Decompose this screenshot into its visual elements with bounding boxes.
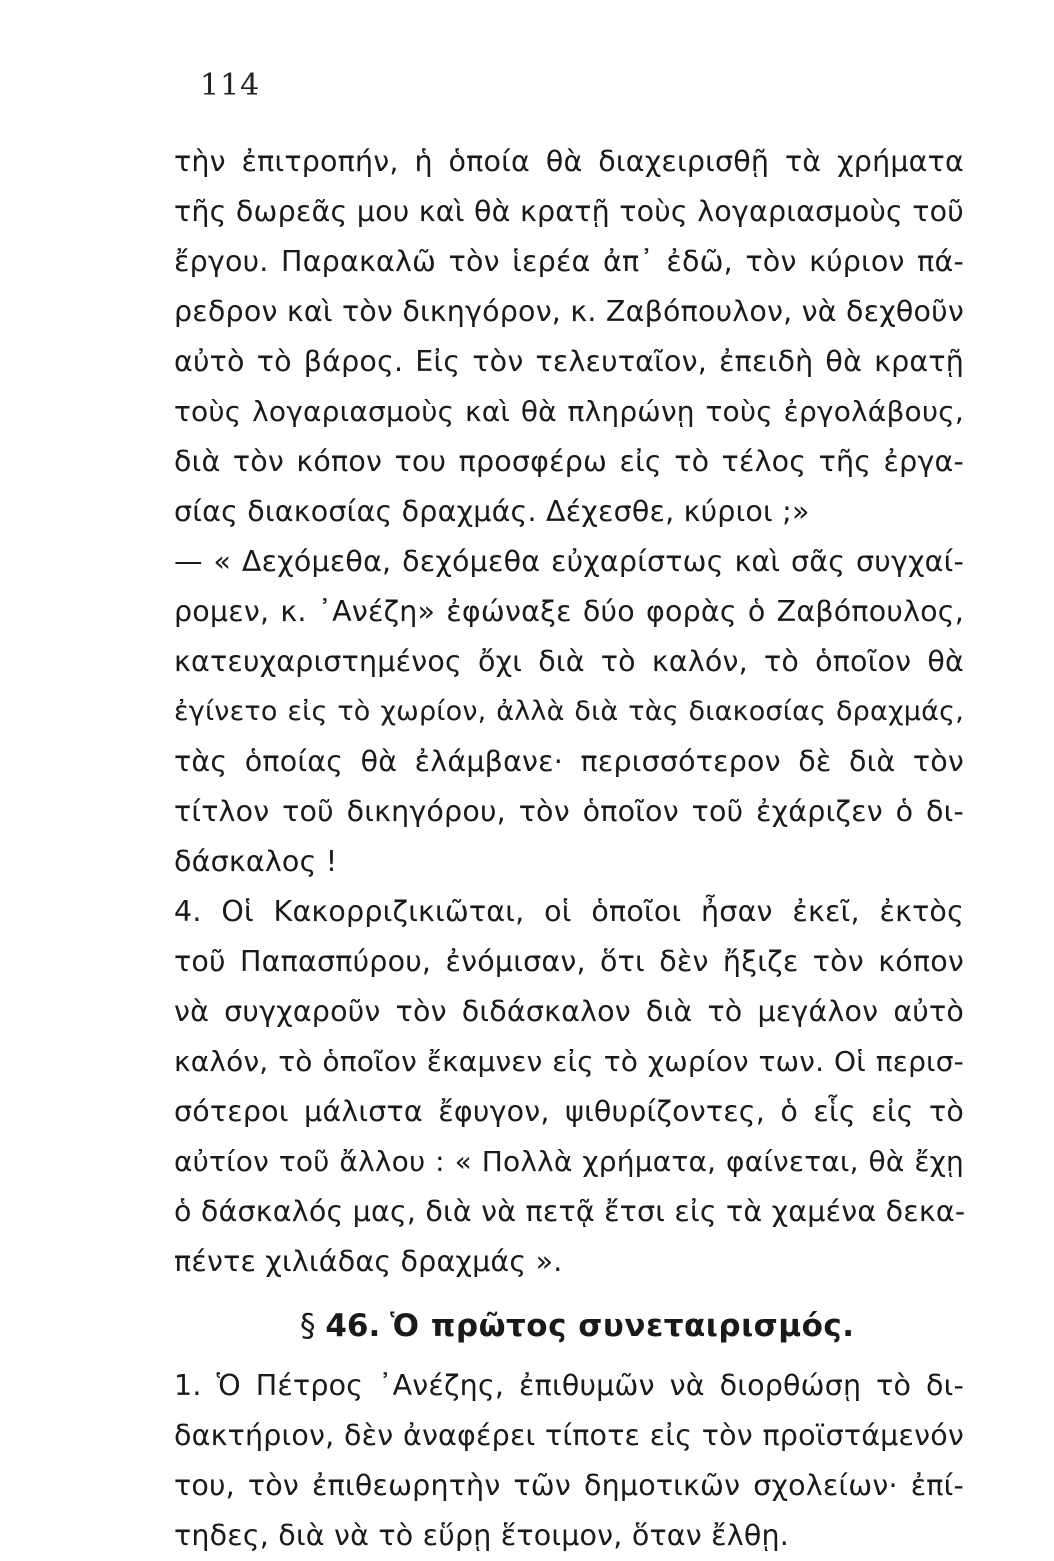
text-line: τοὺς λογαριασμοὺς καὶ θὰ πληρώνῃ τοὺς ἐργολάβους, bbox=[174, 395, 964, 428]
text-line: αὐτὸ τὸ βάρος. Εἰς τὸν τελευταῖον, ἐπειδὴ θὰ κρατῇ bbox=[174, 345, 964, 378]
text-line: τοῦ Παπασπύρου, ἐνόμισαν, ὅτι δὲν ἤξιζε τὸν κόπον bbox=[174, 945, 964, 978]
text-line: ρεδρον καὶ τὸν δικηγόρον, κ. Ζαβόπουλον, νὰ δεχθοῦν bbox=[174, 295, 964, 328]
text-line: 1. Ὁ Πέτρος ᾿Ανέζης, ἐπιθυμῶν νὰ διορθώσῃ τὸ δι- bbox=[174, 1369, 964, 1402]
page-number: 114 bbox=[200, 68, 261, 103]
text-line: 4. Οἱ Κακορριζικιῶται, οἱ ὁποῖοι ἦσαν ἐκεῖ, ἐκτὸς bbox=[174, 895, 964, 928]
section-heading bbox=[174, 1297, 964, 1355]
body-text bbox=[174, 137, 964, 1561]
text-line: τῆς δωρεᾶς μου καὶ θὰ κρατῇ τοὺς λογαριασμοὺς τοῦ bbox=[174, 195, 964, 228]
text-line: τὴν ἐπιτροπήν, ἡ ὁποία θὰ διαχειρισθῇ τὰ χρήματα bbox=[174, 145, 964, 178]
text-line: — « Δεχόμεθα, δεχόμεθα εὐχαρίστως καὶ σᾶς συγχαί- bbox=[174, 545, 964, 578]
text-line: σίας διακοσίας δραχμάς. Δέχεσθε, κύριοι ;» bbox=[174, 495, 810, 528]
text-line: πέντε χιλιάδας δραχμάς ». bbox=[174, 1245, 563, 1278]
text-line: αὐτίον τοῦ ἄλλου : « Πολλὰ χρήματα, φαίνεται, θὰ ἔχῃ bbox=[174, 1145, 964, 1178]
text-line: ἔργου. Παρακαλῶ τὸν ἱερέα ἀπ᾽ ἐδῶ, τὸν κύριον πά- bbox=[174, 245, 964, 278]
text-line: του, τὸν ἐπιθεωρητὴν τῶν δημοτικῶν σχολείων· ἐπί- bbox=[174, 1469, 964, 1502]
text-line: καλόν, τὸ ὁποῖον ἔκαμνεν εἰς τὸ χωρίον των. Οἱ περισ- bbox=[174, 1045, 964, 1078]
paragraph-speech-end bbox=[174, 137, 964, 537]
text-line: τηδες, διὰ νὰ τὸ εὕρῃ ἕτοιμον, ὅταν ἔλθῃ. bbox=[174, 1519, 790, 1552]
text-line: ὁ δάσκαλός μας, διὰ νὰ πετᾷ ἔτσι εἰς τὰ χαμένα δεκα- bbox=[174, 1195, 966, 1228]
text-line: διὰ τὸν κόπον του προσφέρω εἰς τὸ τέλος τῆς ἐργα- bbox=[174, 445, 964, 478]
paragraph-numbered-1 bbox=[174, 1361, 964, 1561]
text-line: νὰ συγχαροῦν τὸν διδάσκαλον διὰ τὸ μεγάλον αὐτὸ bbox=[174, 995, 964, 1028]
text-line: σότεροι μάλιστα ἔφυγον, ψιθυρίζοντες, ὁ εἷς εἰς τὸ bbox=[174, 1095, 964, 1128]
text-line: κατευχαριστημένος ὄχι διὰ τὸ καλόν, τὸ ὁποῖον θὰ bbox=[174, 645, 964, 678]
text-line: ἐγίνετο εἰς τὸ χωρίον, ἀλλὰ διὰ τὰς διακοσίας δραχμάς, bbox=[174, 696, 964, 727]
section-symbol: § bbox=[300, 1308, 316, 1344]
paragraph-reply bbox=[174, 537, 964, 887]
text-line: δακτήριον, δὲν ἀναφέρει τίποτε εἰς τὸν προϊστάμενόν bbox=[174, 1419, 964, 1452]
text-line: τὰς ὁποίας θὰ ἐλάμβανε· περισσότερον δὲ διὰ τὸν bbox=[174, 745, 964, 778]
section-title: Ὁ πρῶτος συνεταιρισμός. bbox=[390, 1308, 855, 1344]
text-line: ρομεν, κ. ᾿Ανέζη» ἐφώναξε δύο φορὰς ὁ Ζαβόπουλος, bbox=[174, 595, 964, 628]
section-number: 46. bbox=[325, 1308, 381, 1344]
text-line: δάσκαλος ! bbox=[174, 845, 338, 878]
paragraph-numbered-4 bbox=[174, 887, 964, 1287]
text-line: τίτλον τοῦ δικηγόρου, τὸν ὁποῖον τοῦ ἐχάριζεν ὁ δι- bbox=[174, 795, 964, 828]
